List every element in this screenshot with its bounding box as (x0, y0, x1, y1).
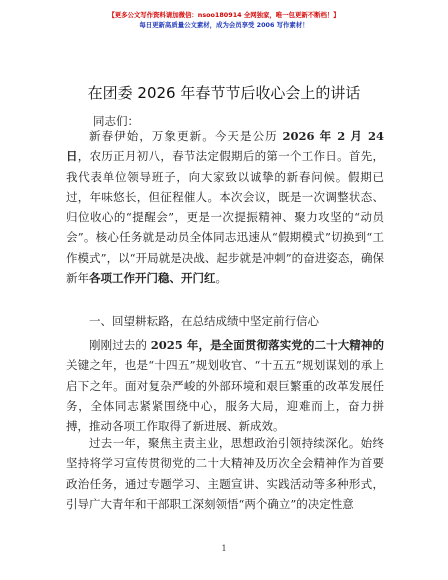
section-heading (66, 311, 384, 331)
text-run: 。 (215, 271, 227, 286)
document-title: 在团委 2026 年春节节后收心会上的讲话 (87, 84, 361, 102)
bold-text-run: 各项工作开门稳、开门红 (89, 271, 216, 286)
text-run: 关键之年，也是“十四五”规划收官、“十五五”规划谋划的承上启下之年。面对复杂严峻的外部环境和艰巨繁重的改革发展任务，全体同志紧紧围绕中心，服务大局，迎难而上，奋力拼搏，推动各项工作取得了新进展、新成效。 (66, 358, 384, 434)
paragraph (66, 126, 384, 288)
text-run: 一、回望耕耘路，在总结成绩中坚定前行信心 (89, 314, 319, 328)
bold-text-run: ，是全面贯彻落实党的二十大精神的 (198, 338, 385, 352)
bold-text-run: 2025 年 (150, 338, 199, 352)
paragraph (66, 335, 384, 436)
promo-banner-line-2: 每日更新高质量公文素材，成为会员享受 2006 写作素材！ (139, 21, 309, 29)
salutation: 同志们： (93, 114, 139, 128)
text-run: 刚刚过去的 (89, 338, 151, 352)
text-run: 新春伊始，万象更新。今天是公历 (89, 129, 283, 143)
bold-text-run: 2026 年 2 月 24 日 (66, 129, 385, 164)
text-run: ，农历正月初八，春节法定假期后的第一个工作日。首先，我代表单位领导班子，向大家致以诚挚的新春问候。假期已过，年味悠长，但征程催人。本次会议，既是一次调整状态、归位收心的“提醒会”，更是一次提振精神、聚力攻坚的“动员会”。核心任务就是动员全体同志迅速从“假期模式”切换到“工作模式”，以“开局就是决战、起步就是冲刺”的奋进姿态，确保新年 (66, 149, 385, 286)
promo-banner-line-1: 【更多公文写作资料请加微信：nsoo180914 全网独家，唯一包更新不断档！】 (108, 11, 340, 19)
paragraph (66, 433, 384, 514)
page-number: 1 (221, 544, 227, 553)
text-run: 过去一年，聚焦主责主业，思想政治引领持续深化。始终坚持将学习宣传贯彻党的二十大精神及历次全会精神作为首要政治任务，通过专题学习、主题宣讲、实践活动等多种形式，引导广大青年和干部职工深刻领悟“两个确立”的决定性意 (66, 436, 384, 511)
